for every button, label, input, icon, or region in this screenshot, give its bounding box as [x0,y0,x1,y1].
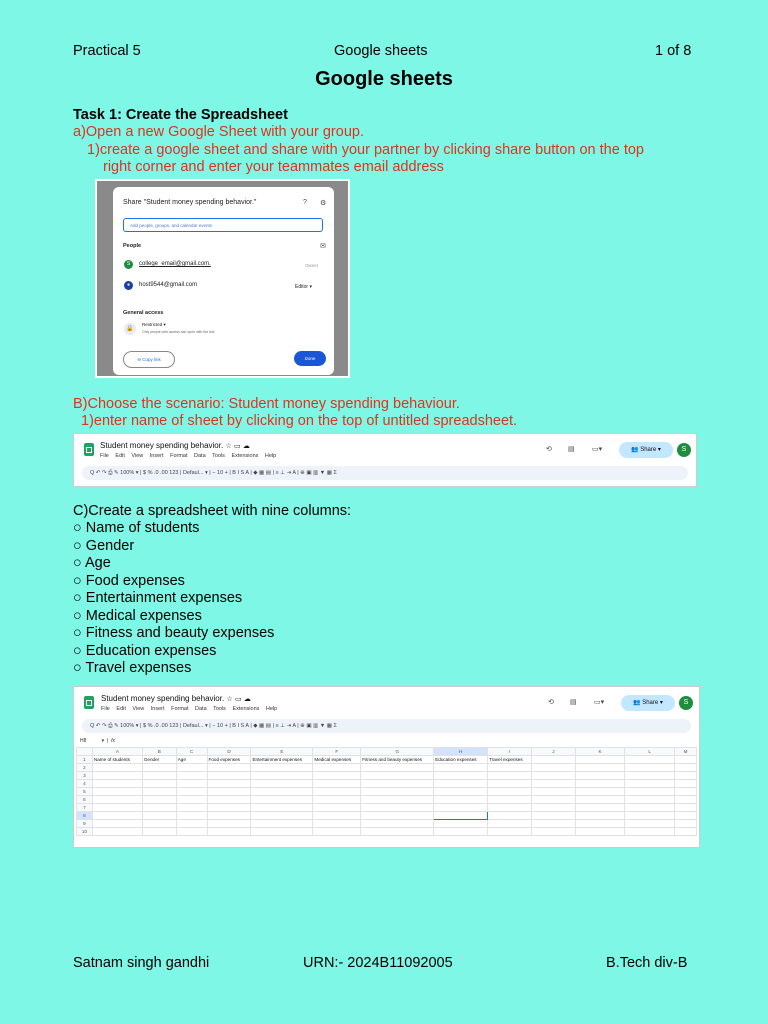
column-header[interactable]: E [251,748,313,756]
share-label: Share [642,700,659,706]
menu-extensions[interactable]: Extensions [232,706,260,712]
menu-file[interactable]: File [100,453,109,459]
menu-edit[interactable]: Edit [115,453,125,459]
list-item: ○ Fitness and beauty expenses [73,625,275,641]
menu-tools[interactable]: Tools [212,453,225,459]
table-row [77,804,697,812]
column-header[interactable]: B [142,748,176,756]
footer-urn: URN:- 2024B11092005 [303,955,453,971]
copy-link-label: Copy link [142,357,161,362]
row-header[interactable]: 2 [77,764,93,772]
list-item: ○ Age [73,555,111,571]
table-row [77,812,697,820]
restricted-select[interactable]: Restricted ▾ [142,322,166,327]
people-label: People [123,243,142,249]
share-label: Share [640,447,657,453]
history-icon[interactable]: ⟲ [546,446,552,453]
video-call-icon[interactable]: ▭▾ [592,446,603,453]
column-header-row [77,748,697,756]
row-header[interactable]: 7 [77,804,93,812]
column-header[interactable]: L [625,748,675,756]
footer-name: Satnam singh gandhi [73,955,210,971]
list-item: ○ Entertainment expenses [73,590,243,606]
cell-reference: H8 [80,738,87,744]
menu-view[interactable]: View [131,453,144,459]
step-b: B)Choose the scenario: Student money spending behaviour. [73,396,460,412]
column-header[interactable]: I [488,748,532,756]
header-cell[interactable]: Fitness and beauty expenses [361,756,434,764]
step-a: a)Open a new Google Sheet with your group. [73,124,364,140]
avatar[interactable]: S [679,696,693,710]
cell[interactable] [675,756,697,764]
avatar: ● [124,281,133,290]
link-icon: ⊖ [137,357,141,362]
spreadsheet-grid[interactable] [76,747,697,847]
comment-icon[interactable]: ▤ [570,699,577,706]
column-header[interactable]: M [675,748,697,756]
general-access-label: General access [123,310,164,316]
row-header[interactable]: 8 [77,812,93,820]
copy-link-button[interactable] [123,351,175,368]
corner-cell[interactable] [77,748,93,756]
cell[interactable] [575,756,625,764]
list-item: ○ Gender [73,537,135,554]
selected-cell[interactable] [434,812,488,820]
cloud-icon: ☁ [243,696,251,703]
header-page: 1 of 8 [655,43,692,59]
header-cell[interactable]: Gender [142,756,176,764]
header-cell[interactable]: Medical expenses [313,756,361,764]
share-dialog-screenshot [95,179,350,378]
task-heading: Task 1: Create the Spreadsheet [73,107,288,123]
sheet-title[interactable] [100,441,250,450]
footer-division: B.Tech div-B [606,955,688,971]
list-item: ○ Education expenses [73,642,217,659]
fx-label: fx [111,738,115,744]
row-header[interactable]: 4 [77,780,93,788]
people-icon: 👥 [631,447,639,453]
mail-icon[interactable]: ✉ [320,243,326,250]
header-left: Practical 5 [73,43,141,59]
sheet-header-screenshot [73,433,697,487]
column-header[interactable]: J [532,748,576,756]
share-dialog-title: Share "Student money spending behavior." [123,199,257,206]
column-header[interactable]: G [361,748,434,756]
grid-table[interactable] [76,747,697,836]
table-row [77,772,697,780]
list-item: ○ Name of students [73,520,200,536]
step-b1: 1)enter name of sheet by clicking on the top of untitled spreadsheet. [81,413,518,429]
restricted-label: Restricted [142,322,163,327]
sheet-title-text: Student money spending behavior. [101,694,225,703]
avatar: S [124,260,133,269]
table-row [77,820,697,828]
history-icon[interactable]: ⟲ [548,699,554,706]
column-header[interactable]: H [434,748,488,756]
cell[interactable] [625,756,675,764]
toolbar[interactable]: Q ↶ ↷ ⎙ ✎ 100% ▾ | $ % .0 .00 123 | Defaul... ▾ | − 10 + | B I S A | ◆ ▦ ▤ | ≡ ⊥ ⇥ A | ⊕ ▣ ▥ ▼ ▦ Σ [82,466,688,480]
help-icon[interactable]: ? [303,199,307,206]
video-call-icon[interactable]: ▭▾ [594,699,605,706]
person2-role-select[interactable]: Editor ▾ [295,284,312,290]
menu-insert[interactable]: Insert [149,453,164,459]
gear-icon[interactable]: ⚙ [320,200,327,207]
list-item: ○ Travel expenses [73,660,192,676]
cloud-icon: ☁ [242,443,250,450]
column-header[interactable]: A [92,748,142,756]
person1-role: Owner [305,263,319,268]
menu-format[interactable]: Format [170,453,188,459]
menu-data[interactable]: Data [195,706,207,712]
header-cell[interactable]: Name of students [92,756,142,764]
column-header[interactable]: F [313,748,361,756]
star-icon[interactable]: ☆ [225,443,232,450]
name-box[interactable]: H8 ▾ | fx [80,738,115,744]
table-row [77,828,697,836]
page-title: Google sheets [315,68,453,90]
column-header[interactable]: D [207,748,251,756]
header-cell[interactable]: Education expenses [434,756,488,764]
header-cell[interactable]: Age [176,756,207,764]
sheets-logo-icon [84,696,94,709]
menu-view[interactable]: View [132,706,145,712]
step-c: C)Create a spreadsheet with nine columns: [73,503,352,519]
column-header[interactable]: K [575,748,625,756]
row-header[interactable]: 10 [77,828,93,836]
column-header[interactable]: C [176,748,207,756]
sheet-title[interactable] [101,694,251,703]
sheets-logo-icon [84,443,94,456]
sheet-grid-screenshot [73,686,700,848]
menu-tools[interactable]: Tools [213,706,226,712]
table-row [77,788,697,796]
menu-bar [101,706,282,712]
list-item: ○ Medical expenses [73,607,202,624]
cell[interactable] [532,756,576,764]
row-header[interactable]: 1 [77,756,93,764]
step-a1-line2: right corner and enter your teammates email address [103,159,444,175]
lock-icon: 🔒 [124,323,136,335]
share-button[interactable]: 👥 Share ▾ [621,695,675,711]
share-dialog [113,187,334,375]
step-a1-line1: 1)create a google sheet and share with your partner by clicking share button on the top [87,142,644,158]
menu-extensions[interactable]: Extensions [231,453,259,459]
person1-email: college_email@gmail.com. [139,261,211,267]
star-icon[interactable]: ☆ [226,696,233,703]
table-row [77,796,697,804]
menu-help[interactable]: Help [265,706,278,712]
person2-email: host9544@gmail.com [139,282,198,288]
row-header[interactable]: 9 [77,820,93,828]
avatar[interactable]: S [677,443,691,457]
menu-data[interactable]: Data [194,453,206,459]
header-cell[interactable]: Entertainment expenses [251,756,313,764]
menu-file[interactable]: File [101,706,110,712]
share-button[interactable]: 👥 Share ▾ [619,442,673,458]
row-header[interactable]: 5 [77,788,93,796]
menu-format[interactable]: Format [171,706,189,712]
people-icon: 👥 [633,700,641,706]
sheet-title-text: Student money spending behavior. [100,441,224,450]
header-center: Google sheets [334,43,428,59]
toolbar[interactable]: Q ↶ ↷ ⎙ ✎ 100% ▾ | $ % .0 .00 123 | Defaul... ▾ | − 10 + | B I S A | ◆ ▦ ▤ | ≡ ⊥ ⇥ A | ⊕ ▣ ▥ ▼ ▦ Σ [82,719,691,733]
list-item: ○ Food expenses [73,572,185,589]
row-header[interactable]: 6 [77,796,93,804]
folder-icon[interactable]: ▭ [234,696,242,703]
columns-list [73,520,274,678]
header-cell[interactable]: Travel expenses [488,756,532,764]
row-header[interactable]: 3 [77,772,93,780]
folder-icon[interactable]: ▭ [233,443,241,450]
table-row [77,780,697,788]
menu-edit[interactable]: Edit [116,706,126,712]
table-row [77,756,697,764]
table-row [77,764,697,772]
person2-role: Editor [295,284,309,290]
restricted-description: Only people with access can open with the link [142,330,215,334]
header-cell[interactable]: Food expenses [207,756,251,764]
done-button[interactable]: Done [294,351,326,366]
menu-insert[interactable]: Insert [150,706,165,712]
menu-help[interactable]: Help [264,453,277,459]
menu-bar [100,453,281,459]
add-people-input[interactable]: Add people, groups, and calendar events [123,218,323,232]
comment-icon[interactable]: ▤ [568,446,575,453]
